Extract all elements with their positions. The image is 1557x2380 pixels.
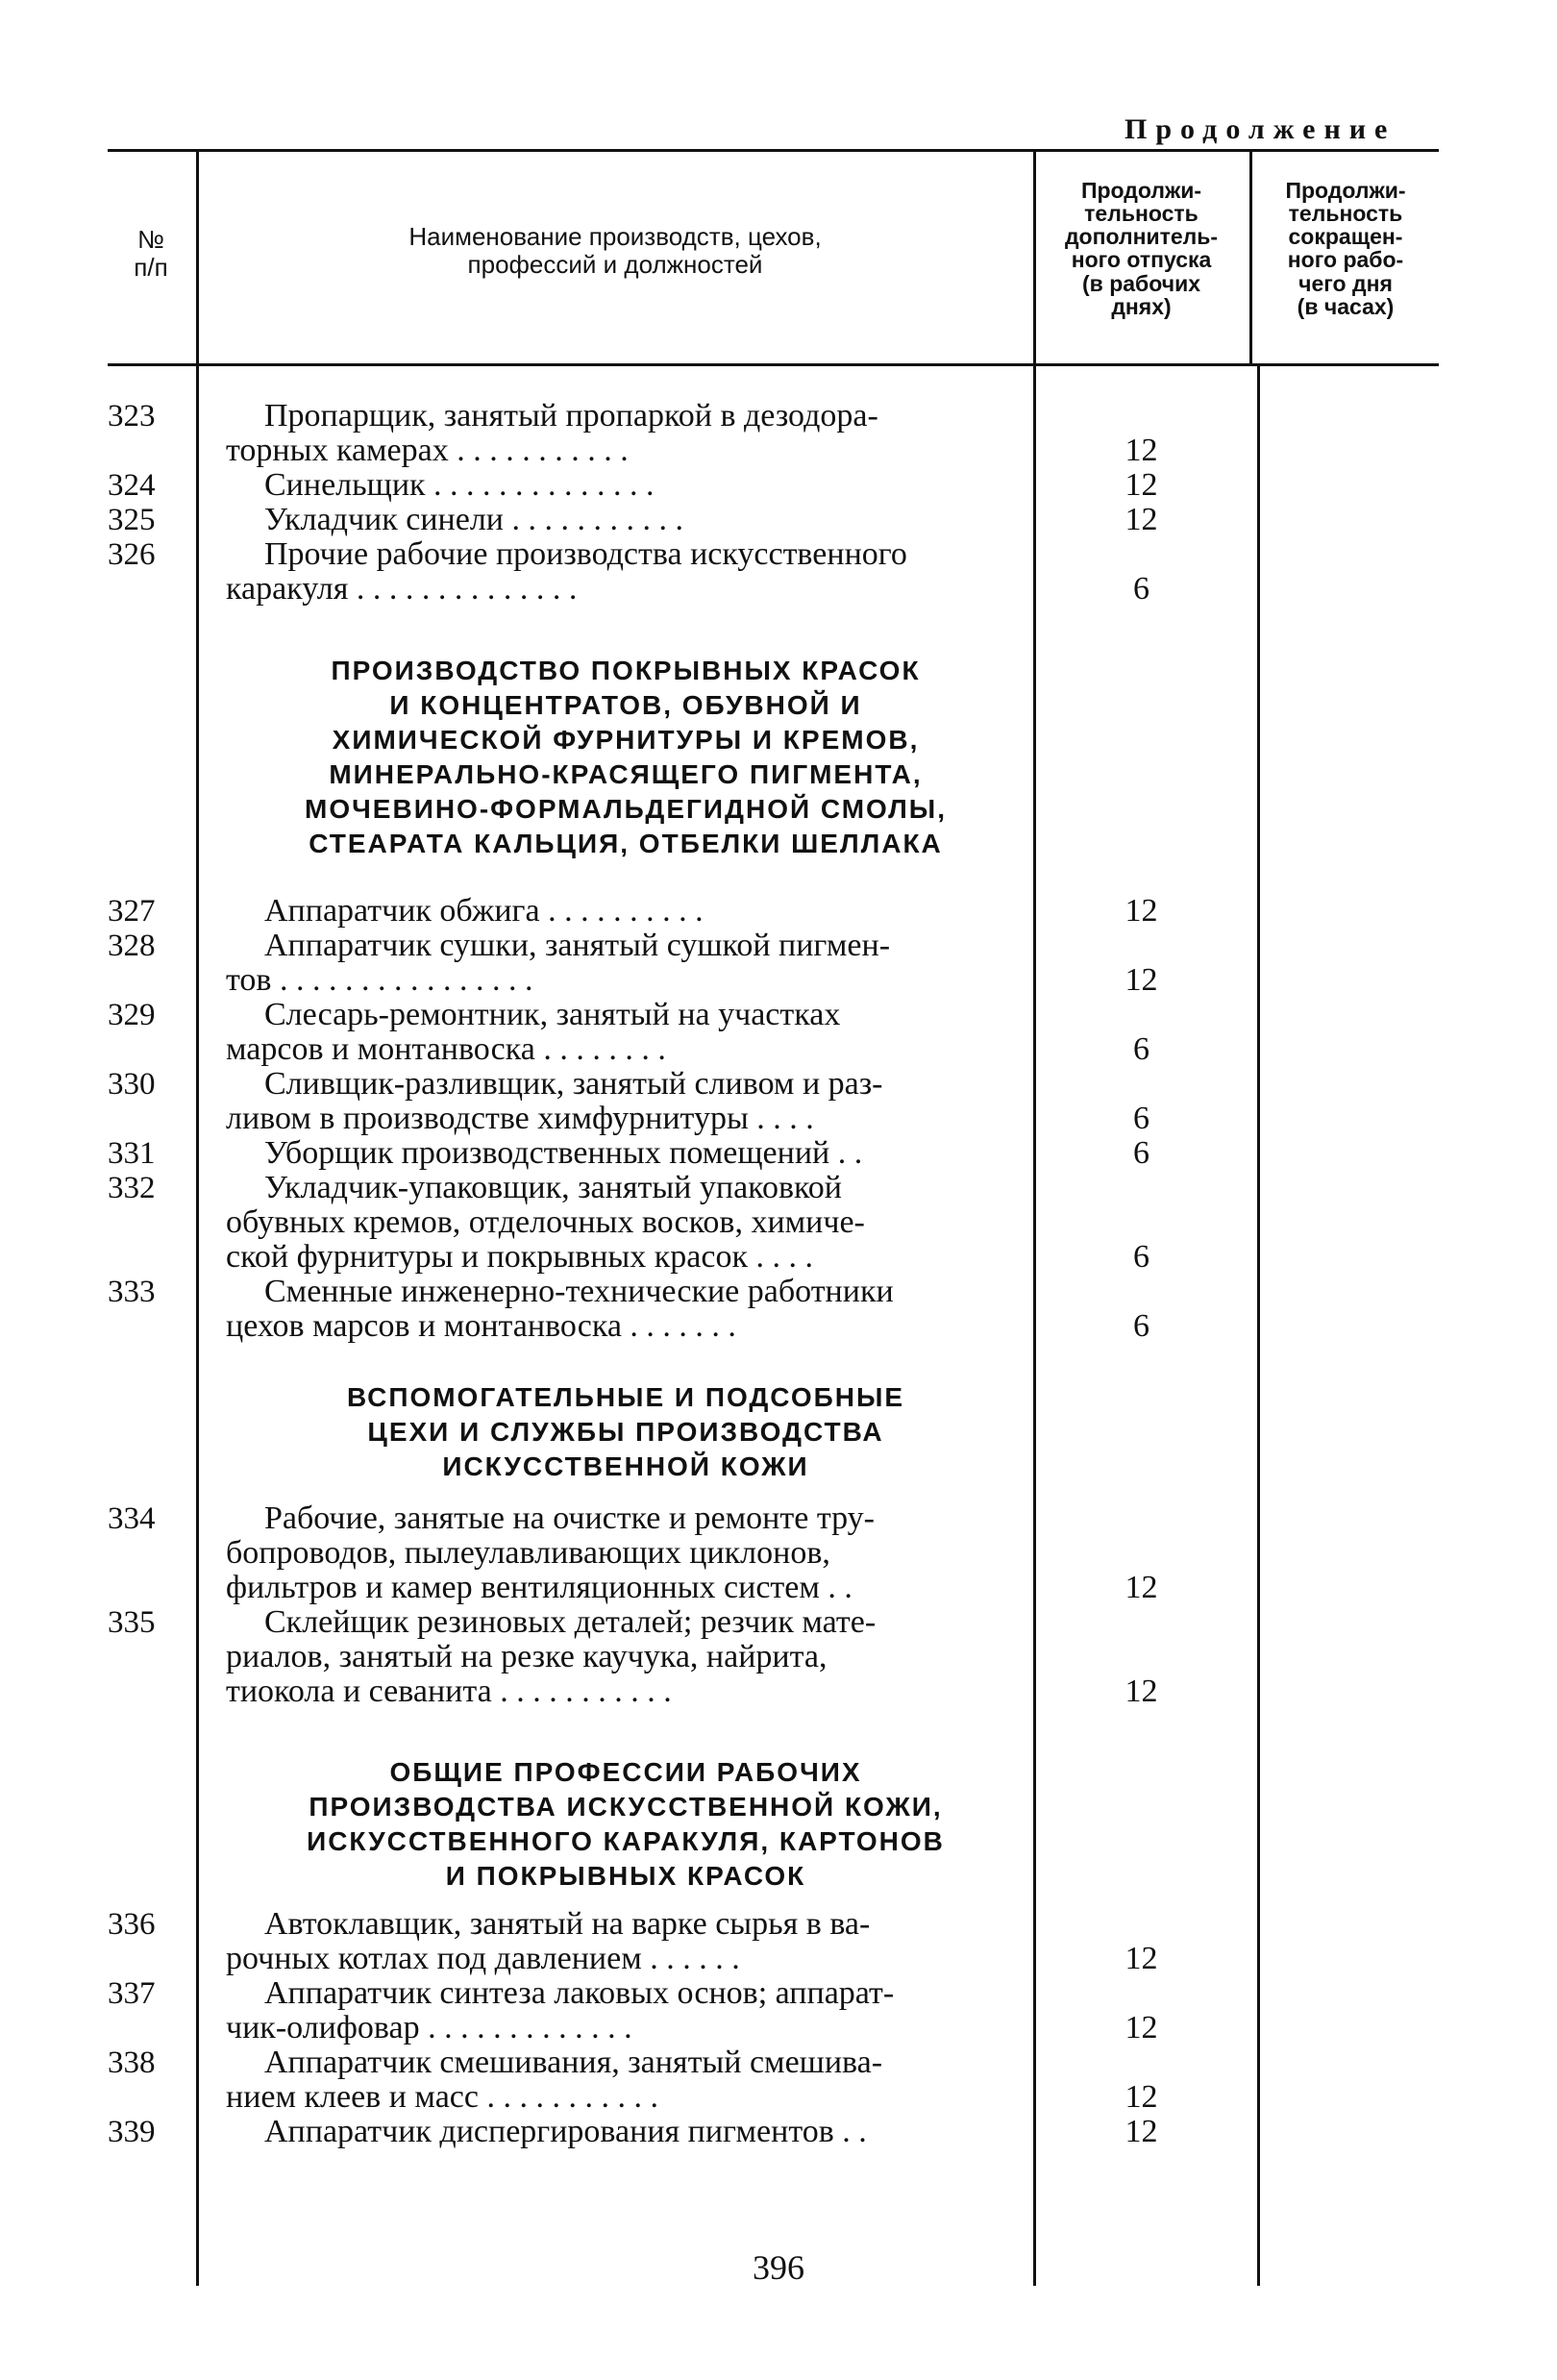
section-line: И КОНЦЕНТРАТОВ, ОБУВНОЙ И — [389, 690, 862, 720]
row-number: 332 — [108, 1171, 156, 1205]
row-number: 335 — [108, 1605, 156, 1640]
section-line: ИСКУССТВЕННОЙ КОЖИ — [442, 1451, 809, 1481]
section-heading — [226, 1380, 1026, 1484]
section-line: ИСКУССТВЕННОГО КАРАКУЛЯ, КАРТОНОВ — [307, 1826, 945, 1856]
row-title — [226, 1067, 1026, 1136]
row-line: риалов, занятый на резке каучука, найрита, — [226, 1640, 828, 1674]
row-line: Слесарь-ремонтник, занятый на участках — [264, 998, 841, 1032]
row-line: Пропарщик, занятый пропаркой в дезодора- — [264, 399, 878, 434]
row-title — [226, 468, 1026, 503]
header-number — [108, 226, 194, 282]
row-value: 12 — [1124, 1673, 1158, 1709]
row-line: Аппаратчик диспергирования пигментов . . — [264, 2115, 867, 2149]
header-leave-line: ного отпуска — [1071, 247, 1212, 273]
row-line: Аппаратчик сушки, занятый сушкой пигмен- — [264, 929, 891, 963]
row-title — [226, 1275, 1026, 1344]
section-line: ПРОИЗВОДСТВА ИСКУССТВЕННОЙ КОЖИ, — [309, 1792, 943, 1822]
row-title — [226, 1136, 1026, 1171]
section-line: СТЕАРАТА КАЛЬЦИЯ, ОТБЕЛКИ ШЕЛЛАКА — [309, 829, 943, 858]
header-short-line: чего дня — [1298, 270, 1393, 296]
row-number: 337 — [108, 1976, 156, 2011]
row-line: Сливщик-разливщик, занятый сливом и раз- — [264, 1067, 883, 1102]
row-line: Синельщик . . . . . . . . . . . . . . — [264, 468, 655, 503]
header-short-line: (в часах) — [1297, 293, 1395, 319]
row-value: 12 — [1124, 2114, 1158, 2149]
row-value: 6 — [1133, 571, 1149, 607]
row-title — [226, 1501, 1026, 1605]
header-leave-line: днях) — [1111, 293, 1172, 319]
row-number: 328 — [108, 929, 156, 963]
row-line: ливом в производстве химфурнитуры . . . . — [226, 1102, 814, 1136]
row-value: 12 — [1124, 2079, 1158, 2115]
row-value: 12 — [1124, 1570, 1158, 1605]
row-number: 330 — [108, 1067, 156, 1102]
row-title — [226, 503, 1026, 537]
page-number: 396 — [753, 2248, 804, 2287]
row-line: Рабочие, занятые на очистке и ремонте тру- — [264, 1501, 875, 1536]
row-line: бопроводов, пылеулавливающих циклонов, — [226, 1536, 830, 1571]
row-value: 6 — [1133, 1031, 1149, 1067]
row-line: Укладчик-упаковщик, занятый упаковкой — [264, 1171, 842, 1205]
section-heading — [226, 1755, 1026, 1894]
row-line: обувных кремов, отделочных восков, химиче- — [226, 1205, 865, 1240]
row-value: 12 — [1124, 2010, 1158, 2045]
header-leave-line: Продолжи- — [1080, 178, 1202, 203]
row-title — [226, 1605, 1026, 1709]
row-number: 327 — [108, 894, 156, 929]
row-line: фильтров и камер вентиляционных систем . . — [226, 1571, 853, 1605]
header-bottom-rule — [108, 363, 1439, 366]
row-number: 334 — [108, 1501, 156, 1536]
row-line: каракуля . . . . . . . . . . . . . . — [226, 572, 578, 607]
row-value: 6 — [1133, 1308, 1149, 1344]
row-line: Аппаратчик обжига . . . . . . . . . . — [264, 894, 704, 929]
section-line: ПРОИЗВОДСТВО ПОКРЫВНЫХ КРАСОК — [331, 656, 921, 685]
row-line: цехов марсов и монтанвоска . . . . . . . — [226, 1309, 736, 1344]
row-value: 6 — [1133, 1135, 1149, 1171]
section-line: МОЧЕВИНО-ФОРМАЛЬДЕГИДНОЙ СМОЛЫ, — [305, 794, 947, 824]
row-line: марсов и монтанвоска . . . . . . . . — [226, 1032, 666, 1067]
section-heading — [226, 654, 1026, 861]
section-line: ВСПОМОГАТЕЛЬНЫЕ И ПОДСОБНЫЕ — [346, 1382, 905, 1412]
header-name-line: Наименование производств, цехов, — [408, 222, 822, 251]
row-value: 12 — [1124, 467, 1158, 503]
row-number: 326 — [108, 537, 156, 572]
header-shortened-day — [1251, 179, 1440, 318]
row-line: нием клеев и масс . . . . . . . . . . . — [226, 2080, 658, 2115]
row-line: Склейщик резиновых деталей; резчик мате- — [264, 1605, 877, 1640]
row-number: 329 — [108, 998, 156, 1032]
header-short-line: ного рабо- — [1287, 247, 1404, 273]
row-line: чик-олифовар . . . . . . . . . . . . . — [226, 2011, 632, 2045]
row-number: 333 — [108, 1275, 156, 1309]
header-name-line: профессий и должностей — [467, 250, 763, 280]
row-line: Аппаратчик смешивания, занятый смешива- — [264, 2045, 883, 2080]
row-number: 325 — [108, 503, 156, 537]
row-line: ской фурнитуры и покрывных красок . . . . — [226, 1240, 813, 1275]
header-additional-leave — [1038, 179, 1245, 318]
row-line: торных камерах . . . . . . . . . . . — [226, 434, 629, 468]
header-name — [202, 223, 1028, 279]
header-leave-line: дополнитель- — [1064, 224, 1219, 250]
row-title — [226, 998, 1026, 1067]
column-divider-number — [196, 152, 199, 2286]
row-value: 12 — [1124, 962, 1158, 998]
row-title — [226, 2115, 1026, 2149]
row-line: Автоклавщик, занятый на варке сырья в ва- — [264, 1907, 871, 1942]
header-number-line: № — [137, 225, 164, 254]
row-value: 6 — [1133, 1101, 1149, 1136]
row-line: Укладчик синели . . . . . . . . . . . — [264, 503, 684, 537]
row-line: тов . . . . . . . . . . . . . . . . — [226, 963, 533, 998]
row-number: 324 — [108, 468, 156, 503]
row-number: 336 — [108, 1907, 156, 1942]
continued-label: Продолжение — [1124, 113, 1396, 145]
row-line: Аппаратчик синтеза лаковых основ; аппарат- — [264, 1976, 895, 2011]
header-short-line: Продолжи- — [1285, 178, 1406, 203]
row-title — [226, 1907, 1026, 1976]
row-title — [226, 929, 1026, 998]
section-line: ОБЩИЕ ПРОФЕССИИ РАБОЧИХ — [389, 1757, 862, 1787]
row-number: 338 — [108, 2045, 156, 2080]
section-line: ХИМИЧЕСКОЙ ФУРНИТУРЫ И КРЕМОВ, — [332, 725, 920, 755]
row-value: 12 — [1124, 1941, 1158, 1976]
row-title — [226, 894, 1026, 929]
row-value: 12 — [1124, 502, 1158, 537]
row-line: тиокола и севанита . . . . . . . . . . . — [226, 1674, 672, 1709]
section-line: МИНЕРАЛЬНО-КРАСЯЩЕГО ПИГМЕНТА, — [329, 759, 923, 789]
row-value: 12 — [1124, 893, 1158, 929]
row-line: Сменные инженерно-технические работники — [264, 1275, 894, 1309]
header-leave-line: (в рабочих — [1082, 270, 1200, 296]
row-title — [226, 1171, 1026, 1275]
row-title — [226, 2045, 1026, 2115]
header-short-line: тельность — [1288, 201, 1403, 227]
section-line: ЦЕХИ И СЛУЖБЫ ПРОИЗВОДСТВА — [367, 1417, 884, 1447]
column-divider-name — [1033, 152, 1036, 2286]
row-line: рочных котлах под давлением . . . . . . — [226, 1942, 740, 1976]
column-divider-leave-body — [1257, 365, 1260, 2286]
row-value: 12 — [1124, 433, 1158, 468]
table-top-rule — [108, 149, 1439, 152]
row-value: 6 — [1133, 1239, 1149, 1275]
row-line: Прочие рабочие производства искусственного — [264, 537, 907, 572]
header-number-line: п/п — [134, 253, 168, 283]
header-short-line: сокращен- — [1288, 224, 1403, 250]
row-number: 339 — [108, 2115, 156, 2149]
row-title — [226, 537, 1026, 607]
row-title — [226, 399, 1026, 468]
row-title — [226, 1976, 1026, 2045]
header-leave-line: тельность — [1084, 201, 1199, 227]
row-line: Уборщик производственных помещений . . — [264, 1136, 863, 1171]
row-number: 331 — [108, 1136, 156, 1171]
row-number: 323 — [108, 399, 156, 434]
section-line: И ПОКРЫВНЫХ КРАСОК — [445, 1861, 806, 1891]
